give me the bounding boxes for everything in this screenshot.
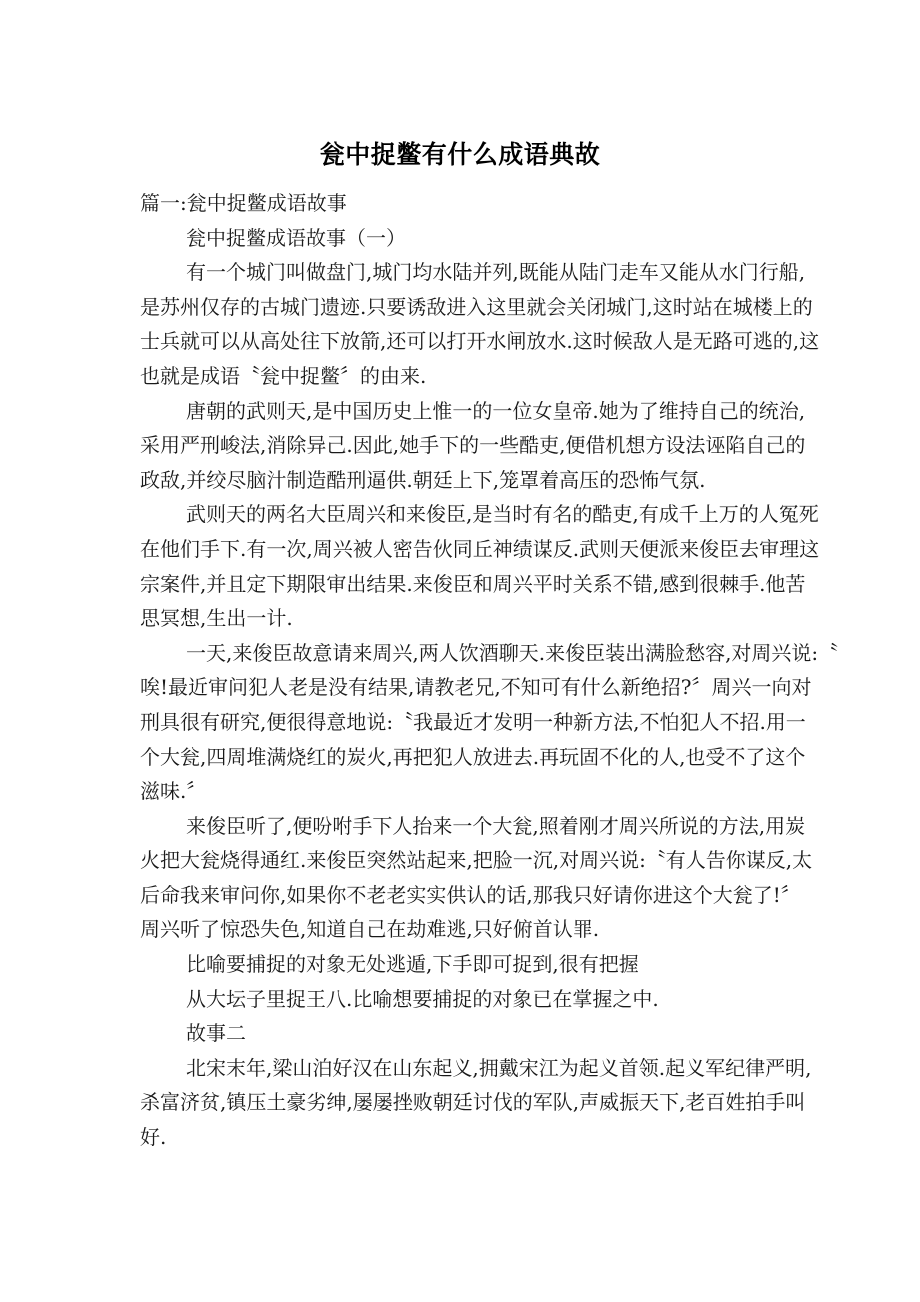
paragraph-line: 采用严刑峻法,消除异己.因此,她手下的一些酷吏,便借机想方设法诬陷自己的	[140, 433, 806, 458]
paragraph-line: 有一个城门叫做盘门,城门均水陆并列,既能从陆门走车又能从水门行船,	[186, 260, 806, 285]
paragraph-line: 唉!最近审问犯人老是没有结果,请教老兄,不知可有什么新绝招?〞周兴一向对	[140, 675, 812, 700]
paragraph-line: 刑具很有研究,便很得意地说:〝我最近才发明一种新方法,不怕犯人不招.用一	[140, 709, 806, 734]
paragraph-line: 士兵就可以从高处往下放箭,还可以打开水闸放水.这时候敌人是无路可逃的,这	[140, 329, 820, 354]
paragraph-line: 唐朝的武则天,是中国历史上惟一的一位女皇帝.她为了维持自己的统治,	[186, 398, 806, 423]
document-title: 瓮中捉鳖有什么成语典故	[319, 140, 601, 169]
paragraph-line: 火把大瓮烧得通红.来俊臣突然站起来,把脸一沉,对周兴说:〝有人告你谋反,太	[140, 848, 813, 873]
paragraph-line: 从大坛子里捉王八.比喻想要捕捉的对象已在掌握之中.	[186, 986, 659, 1011]
story-heading: 故事二	[186, 1021, 246, 1046]
subsection-heading: 瓮中捉鳖成语故事（一）	[186, 225, 406, 250]
paragraph-line: 北宋末年,梁山泊好汉在山东起义,拥戴宋江为起义首领.起义军纪律严明,	[186, 1055, 812, 1080]
paragraph-line: 一天,来俊臣故意请来周兴,两人饮酒聊天.来俊臣装出满脸愁容,对周兴说:〝	[186, 640, 839, 665]
paragraph-line: 宗案件,并且定下期限审出结果.来俊臣和周兴平时关系不错,感到很棘手.他苦	[140, 571, 806, 596]
paragraph-line: 政敌,并绞尽脑汁制造酷刑逼供.朝廷上下,笼罩着高压的恐怖气氛.	[140, 467, 706, 492]
paragraph-line: 思冥想,生出一计.	[140, 606, 293, 631]
paragraph-line: 好.	[140, 1125, 167, 1150]
paragraph-line: 后命我来审问你,如果你不老老实实供认的话,那我只好请你进这个大瓮了!〞	[140, 882, 801, 907]
paragraph-line: 周兴听了惊恐失色,知道自己在劫难逃,只好俯首认罪.	[140, 917, 600, 942]
document-body	[140, 186, 839, 1155]
paragraph-line: 在他们手下.有一次,周兴被人密告伙同丘神绩谋反.武则天便派来俊臣去审理这	[140, 536, 820, 561]
paragraph-line: 滋味.〞	[140, 779, 207, 804]
paragraph-line: 是苏州仅存的古城门遗迹.只要诱敌进入这里就会关闭城门,这时站在城楼上的	[140, 294, 813, 319]
paragraph-line: 也就是成语〝瓮中捉鳖〞的由来.	[140, 363, 427, 388]
paragraph-line: 杀富济贫,镇压土豪劣绅,屡屡挫败朝廷讨伐的军队,声威振天下,老百姓拍手叫	[140, 1090, 806, 1115]
paragraph-line: 个大瓮,四周堆满烧红的炭火,再把犯人放进去.再玩固不化的人,也受不了这个	[140, 744, 806, 769]
paragraph-line: 武则天的两名大臣周兴和来俊臣,是当时有名的酷吏,有成千上万的人冤死	[186, 502, 819, 527]
section-heading: 篇一:瓮中捉鳖成语故事	[140, 191, 347, 215]
paragraph-line: 比喻要捕捉的对象无处逃遁,下手即可捉到,很有把握	[186, 952, 639, 977]
paragraph-line: 来俊臣听了,便吩咐手下人抬来一个大瓮,照着刚才周兴所说的方法,用炭	[186, 813, 806, 838]
